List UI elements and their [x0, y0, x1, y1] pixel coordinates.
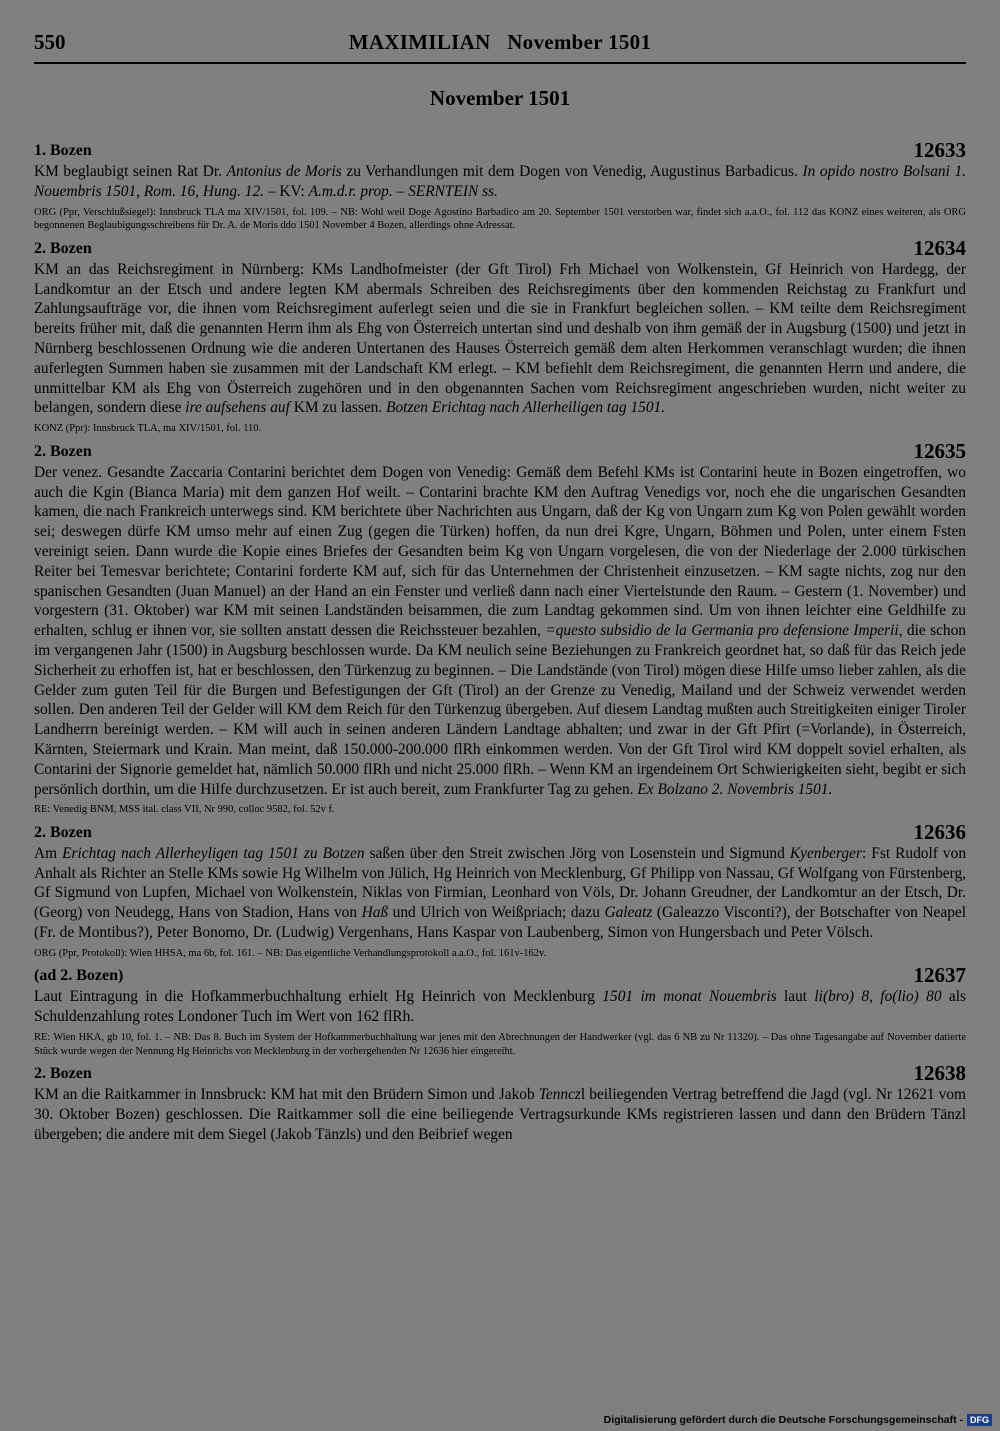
entry-header [34, 139, 966, 161]
body-text: KM zu lassen. [289, 399, 387, 417]
entry-body [34, 162, 966, 202]
italic-text: Erichtag nach Allerheyligen tag 1501 zu Botzen [62, 844, 365, 862]
dfg-logo: DFG [967, 1414, 992, 1426]
footer-text: Digitalisierung gefördert durch die Deutsche Forschungsgemeinschaft - [603, 1414, 963, 1426]
regest-entry [34, 139, 966, 233]
body-text: Der venez. Gesandte Zaccaria Contarini berichtet dem Dogen von Venedig: Gemäß dem Befehl KMs ist Contarini heute in Bozen eingetroffen, wo auch die Kgin (Bianca Maria) mit dem ganzen Hof weilt. – Contarini brachte KM den Auftrag Venedigs vor, noch ehe die ungarischen Gesandten kamen, die nach Frankreich unterwegs sind. KM berichtete über Nachrichten aus Ungarn, daß der Kg von Ungarn zum Kg von Polen gewählt worden sei; deswegen dürfe KM umso mehr auf einen Zug (gegen die Türken) hoffen, da nun drei Kgre, Ungarn, Böhmen und Polen, unter einem Fsten vereinigt seien. Dann wurde die Kopie eines Briefes der Gesandten beim Kg von Ungarn vorgelesen, die von der Niederlage der 2.000 türkischen Reiter bei Temesvar berichtete; Contarini forderte KM auf, sich für das Unternehmen der Christenheit einzusetzen. – KM sagte nichts, zog nur den spanischen Gesandten (Juan Manuel) an der Hand an ein Fenster und verließ dann nach einer Viertelstunde den Raum. – Gestern (1. November) und vorgestern (31. Oktober) war KM mit seinen Landständen beisammen, die zum Landtag gekommen sind. Um von ihnen leichter eine Geldhilfe zu erhalten, schlug er ihnen vor, sie sollten anstatt dessen die Reichssteuer bezahlen, [34, 463, 966, 640]
entry-number: 12637 [913, 963, 966, 988]
italic-text: li(bro) 8, fo(lio) 80 [814, 988, 942, 1006]
italic-text: Ex Bolzano 2. Novembris 1501. [637, 780, 833, 798]
entry-date-place: 2. Bozen [34, 239, 92, 257]
entry-source-note: RE: Venedig BNM, MSS ital. class VII, Nr 990, colloc 9582, fol. 52v f. [34, 804, 335, 816]
entry-date-place: 2. Bozen [34, 823, 92, 841]
entry-date-place: (ad 2. Bozen) [34, 967, 124, 985]
entry-number: 12638 [913, 1061, 966, 1086]
entry-number: 12636 [913, 819, 966, 844]
entries-list [34, 139, 966, 1145]
regest-entry [34, 440, 966, 817]
italic-text: Antonius de Moris [226, 163, 342, 180]
entry-date-place: 2. Bozen [34, 1065, 92, 1083]
entry-header [34, 821, 966, 843]
entry-source-note: KONZ (Ppr): Innsbruck TLA, ma XIV/1501, fol. 110. [34, 423, 262, 435]
body-text: Laut Eintragung in die Hofkammerbuchhaltung erhielt Hg Heinrich von Mecklenburg [34, 988, 603, 1006]
italic-text: A.m.d.r. prop. [308, 182, 393, 200]
entry-number: 12635 [913, 438, 966, 463]
body-text: KM an die Raitkammer in Innsbruck: KM hat mit den Brüdern Simon und Jakob [34, 1086, 539, 1104]
running-title: MAXIMILIAN November 1501 [348, 30, 652, 54]
body-text: und Ulrich von Weißpriach; dazu [388, 904, 605, 922]
italic-text: Botzen Erichtag nach Allerheiligen tag 1501. [386, 399, 666, 417]
section-title: November 1501 [429, 86, 571, 110]
body-text: saßen über den Streit zwischen Jörg von Losenstein und Sigmund [364, 844, 790, 862]
italic-text: Tenncz [538, 1086, 581, 1104]
italic-text: SERNTEIN ss. [408, 182, 498, 200]
entry-date-place: 2. Bozen [34, 442, 92, 460]
entry-header [34, 1062, 966, 1084]
entry-body [34, 463, 966, 800]
entry-header [34, 964, 966, 986]
entry-body [34, 844, 966, 943]
body-text: Am [34, 844, 63, 862]
italic-text: ire aufsehens auf [185, 399, 290, 417]
footer-credit [604, 1413, 992, 1427]
regest-entry [34, 1062, 966, 1144]
document-page [34, 0, 966, 1410]
body-text: zu Verhandlungen mit dem Dogen von Venedig, Augustinus Barbadicus. [341, 163, 803, 180]
italic-text: =questo subsidio de la Germania pro defensione Imperii [545, 622, 899, 640]
entry-header [34, 237, 966, 259]
entry-source-note: ORG (Ppr, Protokoll): Wien HHSA, ma 6b, fol. 161. – NB: Das eigentliche Verhandlungsprotokoll a.a.O., fol. 161v-162v. [34, 947, 547, 959]
body-text: – KV: [264, 182, 309, 200]
body-text: l beiliegenden Vertrag betreffend die Jagd (vgl. Nr 12621 vom 30. Oktober Bozen) geschlossen. Die Raitkammer soll die eine beiliegende Vertragsurkunde KMs registrieren lassen und dann den Brüdern Tänzl übergeben; die andere mit dem Siegel (Jakob Tänzls) und den Beibrief wegen [34, 1086, 966, 1143]
body-text: KM an das Reichsregiment in Nürnberg: KMs Landhofmeister (der Gft Tirol) Frh Michael von Wolkenstein, Gf Heinrich von Hardegg, der Landkomtur an der Etsch und andere legten KM abermals Schreiben des Reichsregiments über den kommenden Reichstag zu Frankfurt und Zahlungsaufträge vor, die ihnen vom Reichsregiment auferlegt seien und die sie in Frankfurt begleichen sollen. – KM teilte dem Reichsregiment bereits früher mit, daß die genannten Herrn ihm als Ehg von Österreich untertan sind und deshalb von ihm gemäß der in Augsburg (1500) und jetzt in Nürnberg beschlossenen Ordnung wie die anderen Untertanen des Hauses Österreich gemäß dem alten Herkommen veranschlagt wurden; die ihnen auferlegten Summen haben sie zusammen mit der Landschaft KM erlegt. – KM befiehlt dem Reichsregiment, die genannten Herrn und andere, die unmittelbar KM als Ehg von Österreich zugehören und in den obgenannten Sachen vom Reichsregiment angeschrieben wurden, nicht weiter zu belangen, sondern diese [34, 260, 966, 417]
entry-body [34, 1085, 966, 1144]
italic-text: Kyenberger [789, 844, 862, 862]
regest-entry [34, 821, 966, 961]
entry-body [34, 260, 966, 418]
body-text: als Schuldenzahlung rotes Londoner Tuch im Wert von 162 flRh. [34, 988, 966, 1026]
page-number: 550 [34, 30, 66, 54]
body-text: – [392, 182, 409, 200]
body-text: : Fst Rudolf von Anhalt als Richter an Stelle KMs sowie Hg Wilhelm von Jülich, Hg Heinrich von Mecklenburg, Gf Philipp von Nassau, Gf Wolfgang von Fürstenberg, Gf Sigmund von Lupfen, Michael von Wolkenstein, Niklas von Firmian, Leonhard von Völs, Dr. Johann Greudner, der Landkomtur an der Etsch, Dr. (Georg) von Neudegg, Hans von Stadion, Hans von [34, 844, 966, 922]
body-text: KM beglaubigt seinen Rat Dr. [34, 163, 227, 180]
entry-body [34, 987, 966, 1027]
italic-text: Haß [361, 904, 389, 922]
entry-source-note: RE: Wien HKA, gb 10, fol. 1. – NB: Das 8. Buch im System der Hofkammerbuchhaltung war jenes mit den Abrechnungen der Handwerker (vgl. das 6 NB zu Nr 11320). – Das ohne Tagesangabe auf November datierte Stück wurde wegen der Nennung Hg Heinrichs von Mecklenburg in der vorhergehenden Nr 12636 hier eingereiht. [34, 1032, 966, 1057]
italic-text: 1501 im monat Nouembris [602, 988, 777, 1006]
body-text: laut [776, 988, 815, 1006]
entry-date-place: 1. Bozen [34, 142, 92, 159]
body-text: , die schon im vergangenen Jahr (1500) in Augsburg beschlossen wurde. Da KM neulich seine Beziehungen zu Frankreich geordnet hat, so daß für das Reich jede Sicherheit zu erhoffen ist, hat er beschlossen, den Türkenzug zu beginnen. – Die Landstände (von Tirol) mögen diese Hilfe umso lieber zahlen, als die Gelder zum guten Teil für die Burgen und Befestigungen der Gft (Tirol) an der Grenze zu Venedig, Mailand und der Schweiz verwendet werden sollen. Den anderen Teil der Gelder will KM dem Reich für den Türkenzug übergeben. Auf diesem Landtag mußten auch Streitigkeiten einiger Tiroler Landherrn bereinigt werden. – KM will auch in seinen anderen Ländern Landtage abhalten; und zwar in der Gft Pfirt (=Vorlande), in Österreich, Kärnten, Steiermark und Krain. Man meint, daß 150.000-200.000 flRh einkommen werden. Von der Gft Tirol wird KM doppelt soviel erhalten, als Contarini der Signorie gemeldet hat, nämlich 50.000 flRh und nicht 25.000 flRh. – Wenn KM an irgendeinem Ort Schwierigkeiten sieht, begibt er sich persönlich dorthin, um die Hilfe durchzusetzen. Er ist auch bereit, zum Frankfurter Tag zu gehen. [34, 622, 966, 798]
entry-number: 12634 [913, 235, 966, 260]
entry-header [34, 440, 966, 462]
page-header [34, 0, 966, 64]
italic-text: Galeatz [604, 904, 653, 922]
italic-text: In opido nostro Bolsani 1. Nouembris 1501, Rom. 16, Hung. 12. [34, 163, 966, 200]
body-text: (Galeazzo Visconti?), der Botschafter von Neapel (Fr. de Montibus?), Peter Bonomo, Dr. (Ludwig) Vergenhans, Hans Kaspar von Laubenberg, Simon von Hungersbach und Peter Völsch. [34, 904, 966, 942]
entry-source-note: ORG (Ppr, Verschlußsiegel): Innsbruck TLA ma XIV/1501, fol. 109. – NB: Wohl weil Doge Agostino Barbadico am 20. September 1501 verstorben war, findet sich a.a.O., fol. 112 das KONZ eines weiteren, als ORG begonnenen Beglaubigungsschreibens für Dr. A. de Moris ddo 1501 November 4 Bozen, allerdings ohne Adressat. [34, 206, 966, 232]
regest-entry [34, 964, 966, 1058]
entry-number: 12633 [913, 138, 966, 162]
regest-entry [34, 237, 966, 436]
